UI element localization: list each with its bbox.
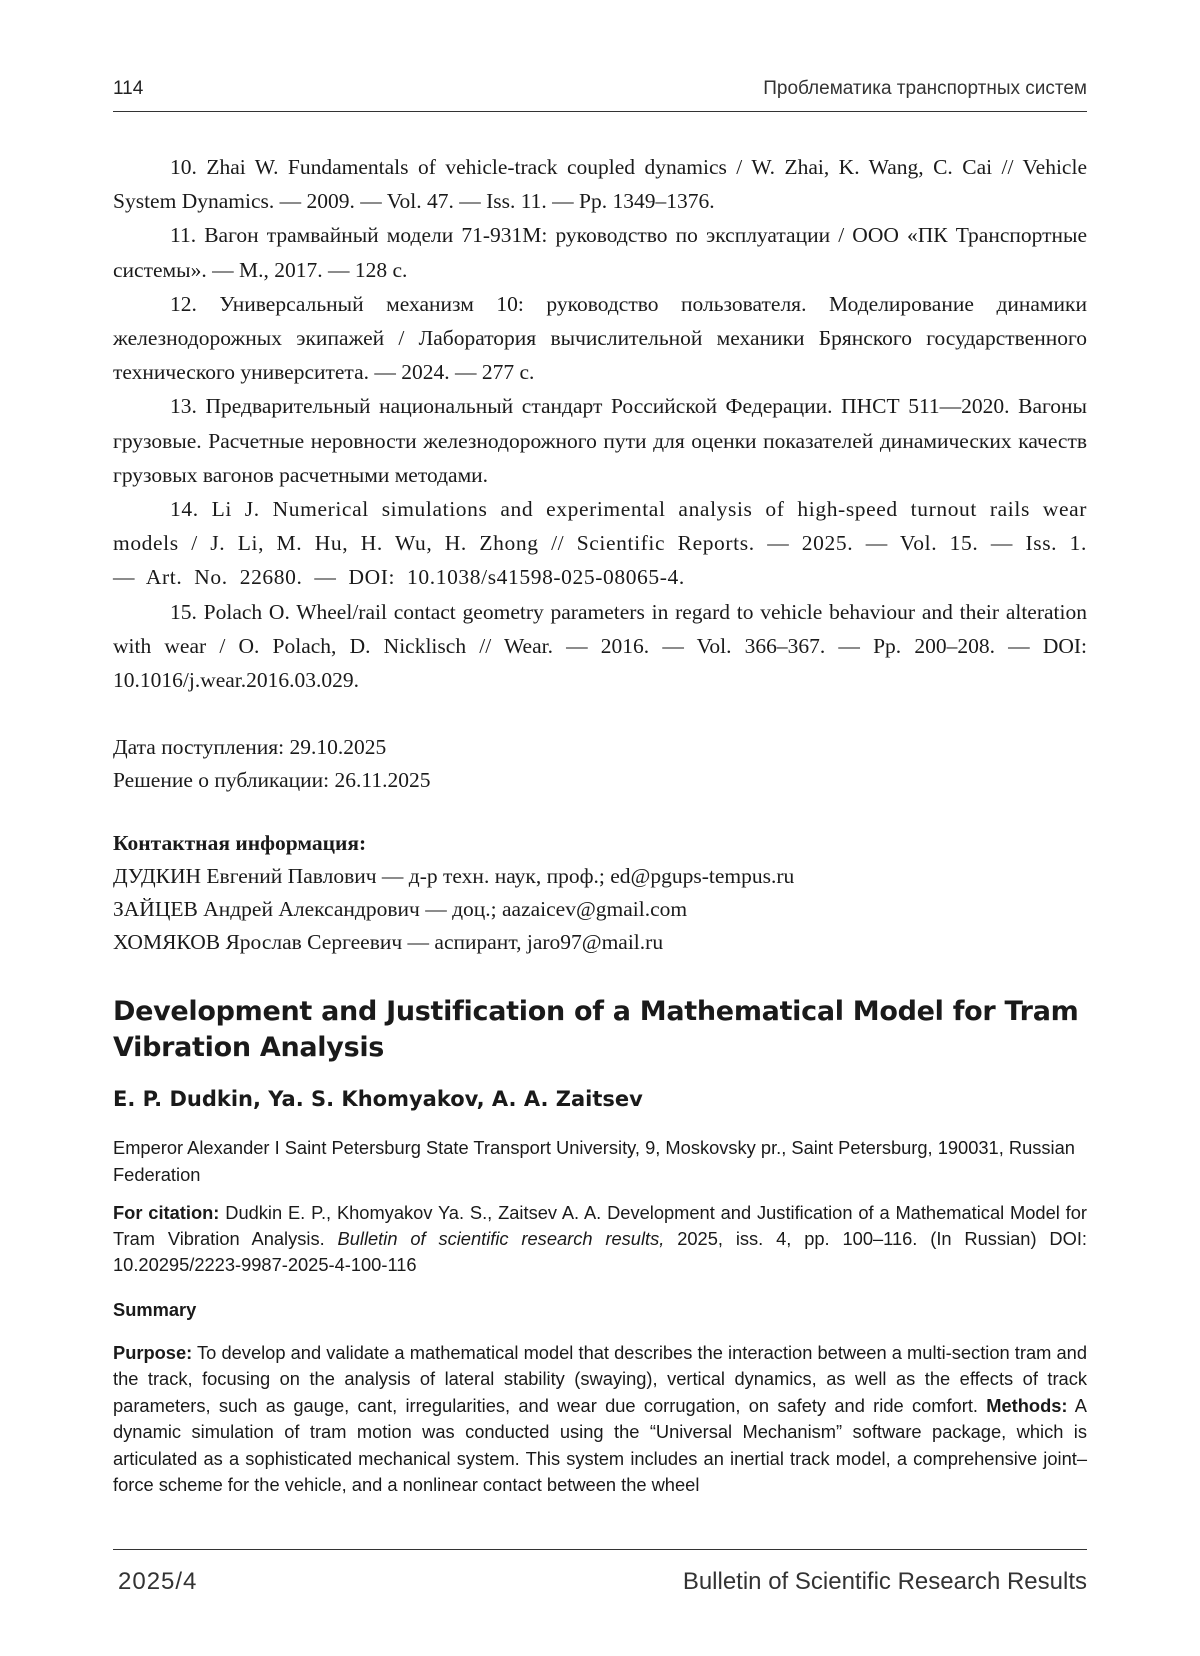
summary-text: [113, 1340, 1087, 1498]
english-affiliation: Emperor Alexander I Saint Petersburg State Transport University, 9, Moskovsky pr., Saint Petersburg, 190031, Russian Federation: [113, 1137, 1075, 1185]
citation-text: Dudkin E. P., Khomyakov Ya. S., Zaitsev A. A. Development and Justification of a Mathematical Model for Tram Vibration Analysis.: [113, 1202, 1087, 1249]
purpose-text: To develop and validate a mathematical model that describes the interaction between a multi-section tram and the track, focusing on the analysis of lateral stability (swaying), vertical dynamics, as well as the effects of track parameters, such as gauge, cant, irregularities, and wear due corrugation, on safety and ride comfort.: [113, 1342, 1087, 1416]
footer-divider: [113, 1549, 1087, 1550]
citation-label: For citation:: [113, 1202, 220, 1223]
accepted-date: Решение о публикации: 26.11.2025: [113, 768, 431, 792]
journal-name: Bulletin of Scientific Research Results: [682, 1568, 1087, 1595]
contact-person: ДУДКИН Евгений Павлович — д-р техн. наук, проф.; ed@pgups-tempus.ru: [113, 864, 795, 888]
article-dates: [113, 731, 1087, 797]
citation-text-end: 2025, iss. 4, pp. 100–116. (In Russian) DOI: 10.20295/2223-9987-2025-4-100-116: [113, 1228, 1088, 1275]
received-date: Дата поступления: 29.10.2025: [113, 735, 387, 759]
page-number: 114: [113, 78, 144, 99]
reference-item: 10. Zhai W. Fundamentals of vehicle-track coupled dynamics / W. Zhai, K. Wang, C. Cai // Vehicle System Dynamics. — 2009. — Vol. 47. — Iss. 11. — Pp. 1349–1376.: [113, 155, 1087, 214]
reference-item: 15. Polach O. Wheel/rail contact geometry parameters in regard to vehicle behaviour and their alteration with wear / O. Polach, D. Nicklisch // Wear. — 2016. — Vol. 366–367. — Pp. 200–208. — DOI: 10.1016/j.wear.2016.03.029.: [113, 599, 1087, 693]
reference-item: 12. Универсальный механизм 10: руководство пользователя. Моделирование динамики железнодорожных экипажей / Лаборатория вычислительной механики Брянского государственного технического университета. — 2024. — 277 с.: [113, 291, 1087, 385]
reference-item: 13. Предварительный национальный стандарт Российской Федерации. ПНСТ 511—2020. Вагоны грузовые. Расчетные неровности железнодорожного пути для оценки показателей динамических качеств грузовых вагонов расчетными методами.: [113, 394, 1087, 487]
contact-person: ХОМЯКОВ Ярослав Сергеевич — аспирант, jaro97@mail.ru: [113, 930, 664, 954]
citation-block: [113, 1200, 1087, 1278]
methods-text: A dynamic simulation of tram motion was conducted using the “Universal Mechanism” software package, which is articulated as a sophisticated mechanical system. This system includes an inertial track model, a comprehensive joint–force scheme for the vehicle, and a nonlinear contact between the wheel: [113, 1394, 1087, 1496]
purpose-label: Purpose:: [113, 1342, 193, 1363]
english-article-title: Development and Justification of a Mathematical Model for Tram Vibration Analysis: [113, 996, 1079, 1063]
contact-information: [113, 827, 1087, 959]
journal-section-title: Проблематика транспортных систем: [763, 78, 1087, 99]
reference-list: [113, 150, 1087, 697]
issue-number: 2025/4: [118, 1568, 198, 1595]
header-divider: [113, 111, 1087, 112]
citation-journal: Bulletin of scientific research results,: [337, 1228, 665, 1249]
reference-item: 11. Вагон трамвайный модели 71-931М: руководство по эксплуатации / ООО «ПК Транспортные системы». — М., 2017. — 128 с.: [113, 223, 1087, 282]
english-authors: E. P. Dudkin, Ya. S. Khomyakov, A. A. Zaitsev: [113, 1087, 643, 1111]
summary-heading: Summary: [113, 1299, 197, 1320]
contact-heading: Контактная информация:: [113, 831, 367, 855]
contact-person: ЗАЙЦЕВ Андрей Александрович — доц.; aazaicev@gmail.com: [113, 897, 688, 921]
running-footer: [113, 1568, 1087, 1602]
methods-label: Methods:: [986, 1394, 1068, 1416]
reference-item: 14. Li J. Numerical simulations and experimental analysis of high-speed turnout rails wear models / J. Li, M. Hu, H. Wu, H. Zhong // Scientific Reports. — 2025. — Vol. 15. — Iss. 1. — Art. No. 22680. — DOI: 10.1038/s41598-025-08065-4.: [113, 497, 1087, 590]
running-header: [113, 76, 1087, 106]
